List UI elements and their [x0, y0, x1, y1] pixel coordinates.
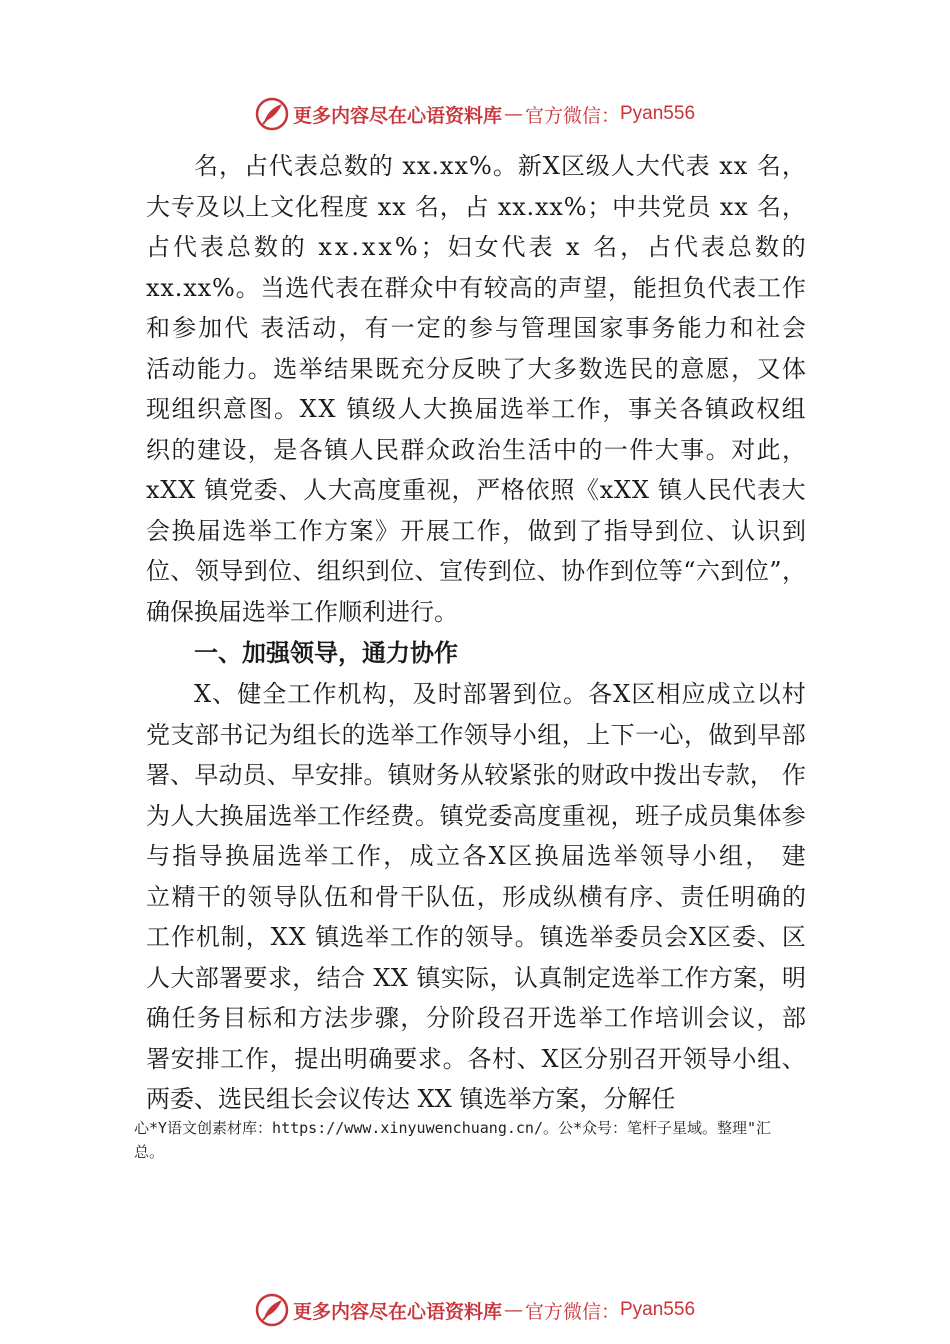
text-line: 和 参 加 代 表 活 动 ， 有 一 定 的 参 与 管 理 国 家 事 务 能 力 和 社 会	[146, 314, 806, 342]
text-line: X 、 健 全 工 作 机 构 ， 及 时 部 署 到 位 。 各 X 区 相 应 成 立 以 村	[194, 680, 806, 708]
text-line: 人 大 部 署 要 求 ， 结 合 X X 镇 实 际 ， 认 真 制 定 选 举 工 作 方 案 ， 明	[146, 963, 806, 992]
text-line: 两委、选民组长会议传达 XX 镇选举方案，分解任	[146, 1085, 676, 1113]
text-line: x X X 镇 党 委 、 人 大 高 度 重 视 ， 严 格 依 照 《 x X X 镇 人 民 代 表 大	[146, 476, 806, 504]
text-line: 位 、 领 导 到 位 、 组 织 到 位 、 宣 传 到 位 、 协 作 到 位 等 “ 六 到 位 ” ，	[146, 557, 806, 585]
text-line: 现 组 织 意 图 。 X X 镇 级 人 大 换 届 选 举 工 作 ， 事 关 各 镇 政 权 组	[146, 395, 806, 423]
footer-note-line-2: 总。	[134, 1143, 165, 1161]
text-line: 占 代 表 总 数 的 x x . x x % ； 妇 女 代 表 x 名 ， 占 代 表 总 数 的	[146, 233, 806, 261]
text-line: 会 换 届 选 举 工 作 方 案 》 开 展 工 作 ， 做 到 了 指 导 到 位 、 认 识 到	[146, 516, 806, 545]
footer-note	[134, 1116, 834, 1164]
text-line: 确 任 务 目 标 和 方 法 步 骤 ， 分 阶 段 召 开 选 举 工 作 培 训 会 议 ， 部	[146, 1004, 806, 1032]
text-line: 名 ， 占 代 表 总 数 的 x x . x x % 。 新 X 区 级 人 大 代 表 x x 名 ，	[194, 152, 806, 180]
text-line: 党 支 部 书 记 为 组 长 的 选 举 工 作 领 导 小 组 ， 上 下 一 心 ， 做 到 早 部	[146, 720, 806, 749]
top-banner	[0, 94, 950, 134]
banner-separator: —	[503, 1299, 523, 1321]
text-line: 署 、 早 动 员 、 早 安 排 。 镇 财 务 从 较 紧 张 的 财 政 中 拨 出 专 款 ， 作	[146, 761, 806, 789]
banner-wechat-id: Pyan556	[620, 103, 696, 124]
banner-wechat-label: 官方微信：	[524, 104, 620, 127]
document-body	[146, 146, 806, 1120]
text-line: 与 指 导 换 届 选 举 工 作 ， 成 立 各 X 区 换 届 选 举 领 导 小 组 ， 建	[146, 842, 806, 870]
bottom-banner	[0, 1290, 950, 1330]
feather-pen-logo	[255, 1293, 289, 1327]
text-line: 立 精 干 的 领 导 队 伍 和 骨 干 队 伍 ， 形 成 纵 横 有 序 、 责 任 明 确 的	[146, 882, 806, 911]
text-line: 织 的 建 设 ， 是 各 镇 人 民 群 众 政 治 生 活 中 的 一 件 大 事 。 对 此 ，	[146, 435, 806, 464]
text-line: 为 人 大 换 届 选 举 工 作 经 费 。 镇 党 委 高 度 重 视 ， 班 子 成 员 集 体 参	[146, 801, 806, 830]
banner-separator: —	[503, 103, 523, 125]
text-line: 活 动 能 力 。 选 举 结 果 既 充 分 反 映 了 大 多 数 选 民 的 意 愿 ， 又 体	[146, 354, 806, 383]
banner-wechat-label: 官方微信：	[524, 1300, 620, 1323]
text-line: 确保换届选举工作顺利进行。	[146, 597, 458, 626]
text-line: 署 安 排 工 作 ， 提 出 明 确 要 求 。 各 村 、 X 区 分 别 召 开 领 导 小 组 、	[146, 1044, 806, 1073]
text-line: 工 作 机 制 ， X X 镇 选 举 工 作 的 领 导 。 镇 选 举 委 员 会 X 区 委 、 区	[146, 923, 806, 951]
section-heading: 一、加强领导，通力协作	[194, 639, 458, 667]
feather-pen-logo	[255, 97, 289, 131]
text-line: 大 专 及 以 上 文 化 程 度 x x 名 ， 占 x x . x x % ； 中 共 党 员 x x 名 ，	[146, 192, 806, 221]
banner-wechat-id: Pyan556	[620, 1299, 696, 1320]
banner-brand: 更多内容尽在心语资料库	[292, 104, 502, 127]
banner-brand: 更多内容尽在心语资料库	[292, 1300, 502, 1323]
footer-note-line-1: 心*Y语文创素材库：https://www.xinyuwenchuang.cn/。公*众号：笔杆子星域。整理"汇	[134, 1119, 772, 1137]
text-line: x x . x x % 。 当 选 代 表 在 群 众 中 有 较 高 的 声 望 ， 能 担 负 代 表 工 作	[146, 273, 806, 302]
